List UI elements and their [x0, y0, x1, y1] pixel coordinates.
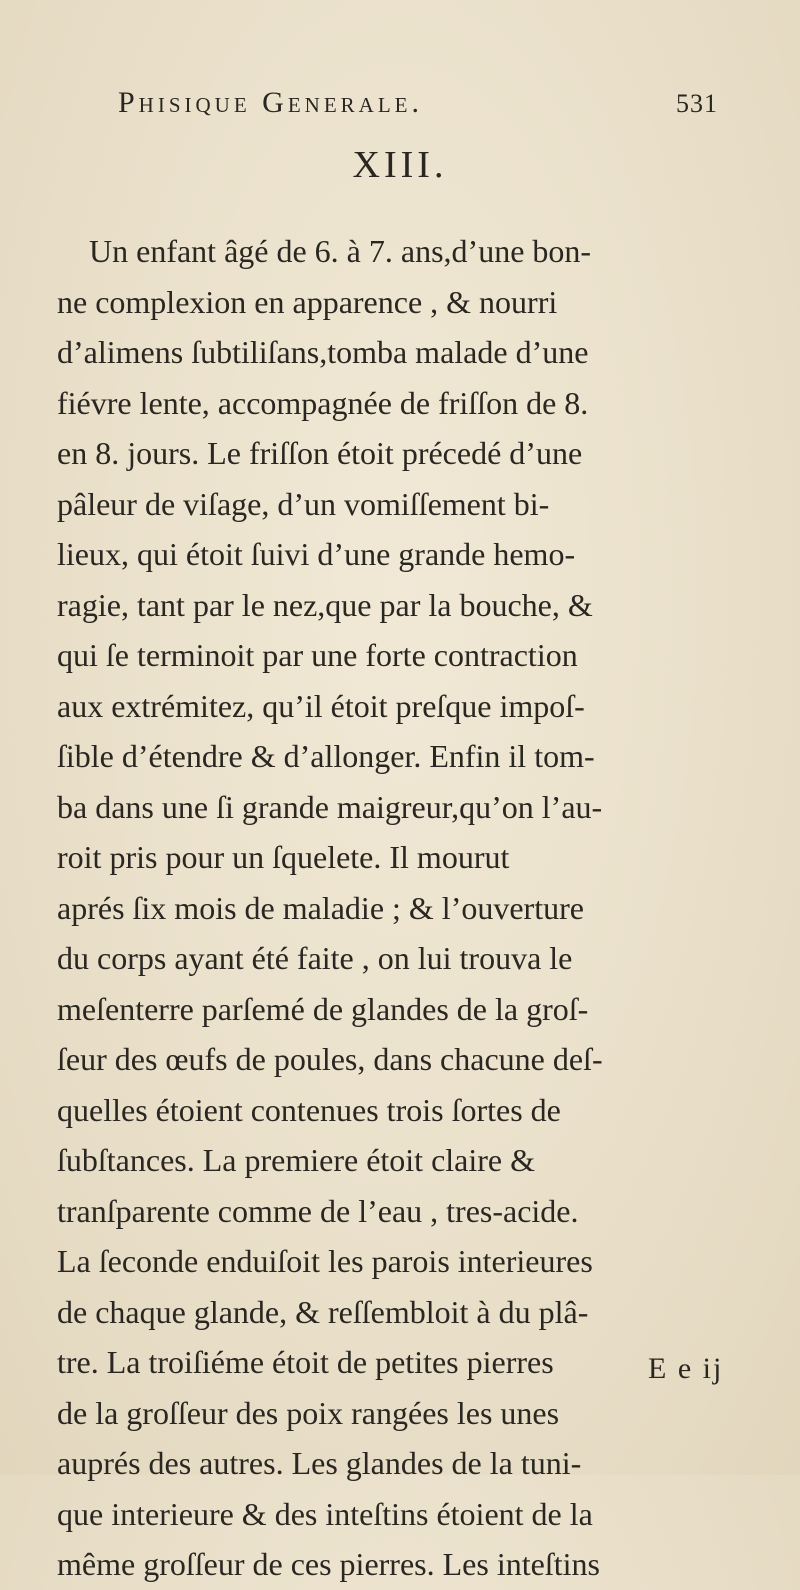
page-number: 531 — [676, 89, 718, 118]
text-line: qui ſe terminoit par une forte contraction — [57, 637, 578, 673]
text-line: d’alimens ſubtiliſans,tomba malade d’une — [57, 334, 589, 370]
page-header — [118, 86, 718, 120]
running-title: Phisique Generale. — [118, 86, 423, 119]
text-line: que interieure & des inteſtins étoient de la — [57, 1495, 593, 1532]
text-line: même groſſeur de ces pierres. Les inteſtins — [57, 1546, 600, 1582]
text-line: pâleur de viſage, d’un vomiſſement bi- — [57, 485, 550, 522]
text-line: aux extrémitez, qu’il étoit preſque impoſ- — [57, 687, 585, 724]
text-line: ſible d’étendre & d’allonger. Enfin il tom- — [57, 738, 595, 774]
text-line: ne complexion en apparence , & nourri — [57, 283, 558, 320]
text-line: lieux, qui étoit ſuivi d’une grande hemo- — [57, 536, 576, 572]
text-line: de la groſſeur des poix rangées les unes — [57, 1394, 560, 1431]
text-line: ſeur des œufs de poules, dans chacune deſ- — [57, 1041, 603, 1077]
text-line: en 8. jours. Le friſſon étoit précedé d’une — [57, 435, 583, 471]
text-line: ſubſtances. La premiere étoit claire & — [57, 1142, 535, 1178]
text-line: fiévre lente, accompagnée de friſſon de 8. — [57, 384, 589, 421]
text-line: quelles étoient contenues trois ſortes de — [57, 1091, 561, 1128]
text-line: du corps ayant été faite , on lui trouva le — [57, 940, 573, 976]
signature-mark: E e ij — [648, 1352, 724, 1385]
text-line: ba dans une ſi grande maigreur,qu’on l’au- — [57, 788, 603, 825]
text-line: Un enfant âgé de 6. à 7. ans,d’une bon- — [89, 233, 592, 269]
text-line: tre. La troiſiéme étoit de petites pierres — [57, 1344, 554, 1380]
text-line: auprés des autres. Les glandes de la tuni- — [57, 1445, 582, 1481]
text-line: La ſeconde enduiſoit les parois interieures — [57, 1243, 593, 1279]
text-line: ragie, tant par le nez,que par la bouche, & — [57, 586, 593, 623]
text-line: meſenterre parſemé de glandes de la groſ- — [57, 990, 589, 1027]
text-line: roit pris pour un ſquelete. Il mourut — [57, 839, 510, 875]
text-line: aprés ſix mois de maladie ; & l’ouverture — [57, 889, 584, 926]
text-line: tranſparente comme de l’eau , tres-acide. — [57, 1192, 579, 1229]
text-line: de chaque glande, & reſſembloit à du plâ- — [57, 1293, 589, 1330]
section-number: XIII. — [352, 144, 448, 186]
